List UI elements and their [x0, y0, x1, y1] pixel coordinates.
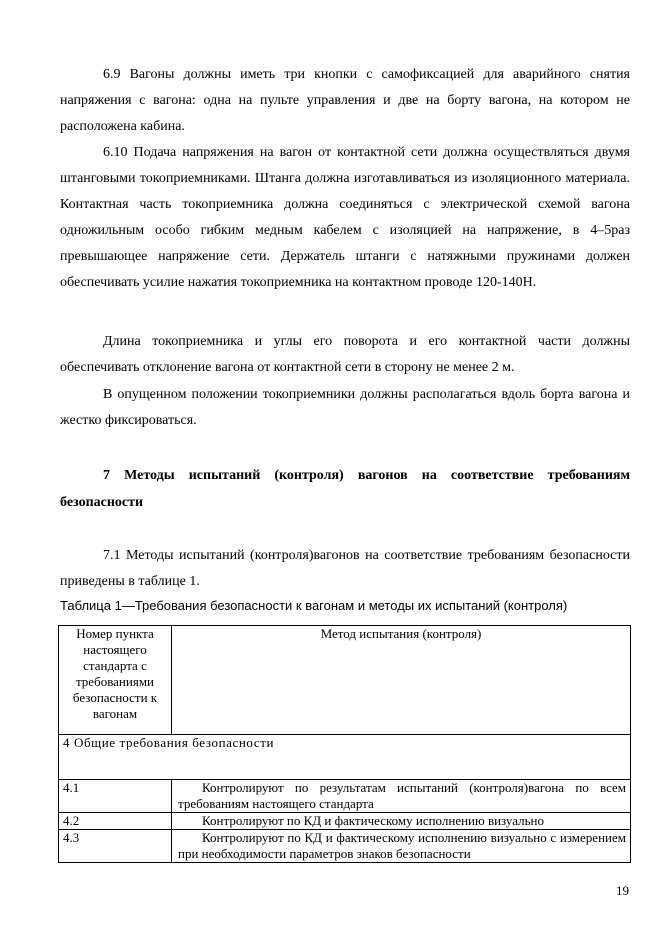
row-test-method: Контролируют по КД и фактическому исполнению визуально	[172, 813, 631, 830]
table-row	[59, 830, 631, 863]
row-test-method: Контролируют по КД и фактическому исполнению визуально с измерением при необходимости параметров знаков безопасности	[172, 830, 631, 863]
table-header-row	[59, 626, 631, 735]
paragraph-pantograph-length: Длина токоприемника и углы его поворота и его контактной части должны обеспечивать отклонение вагона от контактной сети в сторону не менее 2 м.	[60, 334, 630, 375]
header-test-method: Метод испытания (контроля)	[172, 626, 631, 735]
table-row	[59, 780, 631, 813]
row-clause-number: 4.2	[59, 813, 172, 830]
section-row-label: 4 Общие требования безопасности	[59, 735, 631, 780]
page-number: 19	[616, 883, 629, 898]
requirements-table	[58, 625, 631, 863]
row-clause-number: 4.1	[59, 780, 172, 813]
row-test-method: Контролируют по результатам испытаний (контроля)вагона по всем требованиям настоящего стандарта	[172, 780, 631, 813]
paragraph-lowered-position: В опущенном положении токоприемники должны располагаться вдоль борта вагона и жестко фиксироваться.	[60, 387, 630, 428]
paragraph-6-9: 6.9 Вагоны должны иметь три кнопки с самофиксацией для аварийного снятия напряжения с вагона: одна на пульте управления и две на борту вагона, на котором не расположена кабина.	[60, 67, 630, 134]
section-heading-7: 7 Методы испытаний (контроля) вагонов на соответствие требованиям безопасности	[60, 468, 630, 510]
paragraph-6-10: 6.10 Подача напряжения на вагон от контактной сети должна осуществляться двумя штанговыми токоприемниками. Штанга должна изготавливаться из изоляционного материала. Контактная часть токоприемника должна соединяться с электрической схемой вагона одножильным особо гибким медным кабелем с изоляцией на напряжение, в 4–5раз превышающее напряжение сети. Держатель штанги с натяжными пружинами должен обеспечивать усилие нажатия токоприемника на контактном проводе 120-140Н.	[60, 145, 630, 290]
table-row	[59, 813, 631, 830]
table-section-row	[59, 735, 631, 780]
paragraph-7-1: 7.1 Методы испытаний (контроля)вагонов на соответствие требованиям безопасности приведены в таблице 1.	[60, 548, 630, 589]
header-clause-number: Номер пункта настоящего стандарта с требованиями безопасности к вагонам	[59, 626, 172, 735]
row-clause-number: 4.3	[59, 830, 172, 863]
table-caption: Таблица 1—Требования безопасности к вагонам и методы их испытаний (контроля)	[60, 598, 568, 613]
